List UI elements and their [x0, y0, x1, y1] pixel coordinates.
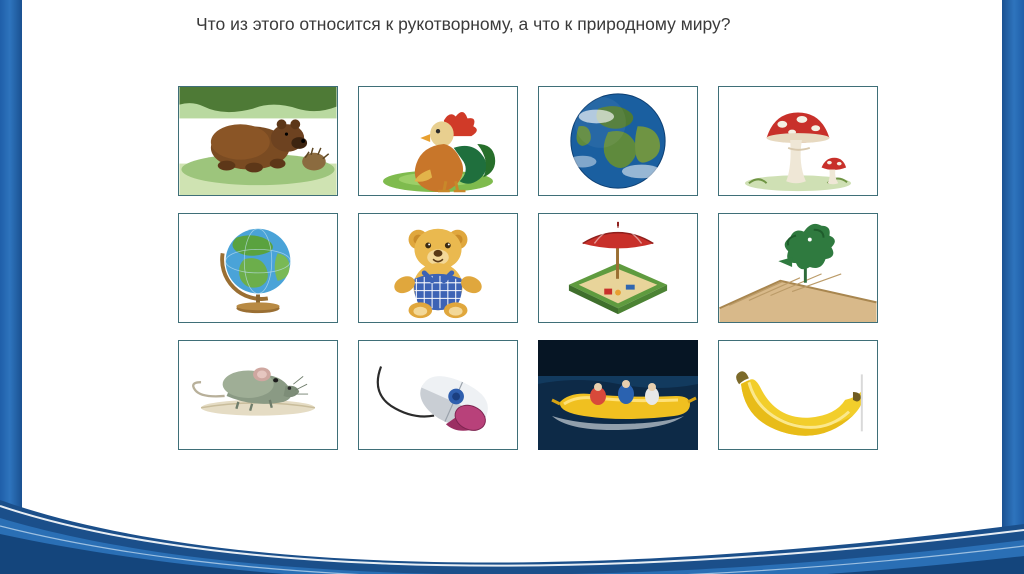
- sandbox-icon: [539, 214, 697, 322]
- picture-cell-teddy-bear[interactable]: [358, 213, 518, 323]
- rooster-icon: [359, 87, 517, 195]
- weathervane-icon: [719, 214, 877, 322]
- picture-cell-bear[interactable]: [178, 86, 338, 196]
- teddy-bear-icon: [359, 214, 517, 322]
- earth-icon: [539, 87, 697, 195]
- picture-cell-mushroom[interactable]: [718, 86, 878, 196]
- slide-title: Что из этого относится к рукотворному, а что к природному миру?: [196, 14, 731, 34]
- picture-cell-weathervane[interactable]: [718, 213, 878, 323]
- picture-cell-rooster[interactable]: [358, 86, 518, 196]
- mushroom-icon: [719, 87, 877, 195]
- picture-grid: [178, 86, 878, 450]
- bear-icon: [179, 87, 337, 195]
- picture-cell-globe[interactable]: [178, 213, 338, 323]
- picture-cell-earth[interactable]: [538, 86, 698, 196]
- globe-icon: [179, 214, 337, 322]
- bottom-decoration: [0, 414, 1024, 574]
- picture-cell-sandbox[interactable]: [538, 213, 698, 323]
